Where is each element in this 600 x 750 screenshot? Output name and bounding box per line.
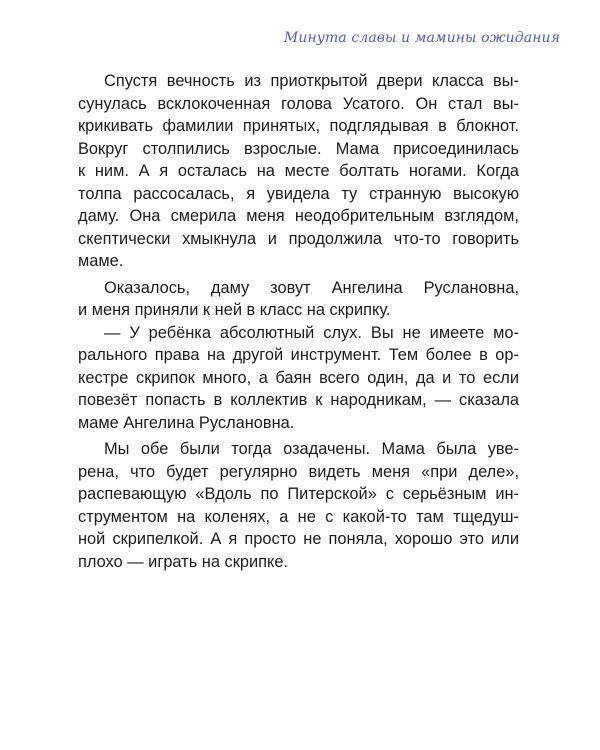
text-line: рального права на другой инструмент. Тем более в ор- <box>78 346 519 364</box>
running-header-title: Минута славы и мамины ожидания <box>283 30 560 46</box>
paragraph-3 <box>78 322 519 435</box>
text-line: Спустя вечность из приоткрытой двери класса вы- <box>104 72 519 90</box>
text-line: маме Ангелина Руслановна. <box>78 413 295 432</box>
text-line: и меня приняли к ней в класс на скрипку. <box>78 301 391 319</box>
paragraph-2 <box>78 277 519 322</box>
paragraph-1 <box>78 70 519 273</box>
body-text <box>78 70 519 573</box>
text-line: ной скрипелкой. А я просто не поняла, хорошо это или <box>78 530 519 548</box>
text-line: Мы обе были тогда озадачены. Мама была уве- <box>104 440 519 458</box>
text-line: Вокруг столпились взрослые. Мама присоединилась <box>78 139 519 158</box>
text-line: струментом на коленях, а не с какой-то там тщедуш- <box>78 507 519 526</box>
paragraph-4 <box>78 438 519 573</box>
text-line: скептически хмыкнула и продолжила что-то говорить <box>78 229 519 248</box>
text-line: — У ребёнка абсолютный слух. Вы не имеете мо- <box>104 323 519 342</box>
text-line: распевающую «Вдоль по Питерской» с серьёзным ин- <box>78 485 519 503</box>
text-line: кестре скрипок много, а баян всего один, да и то если <box>78 368 519 387</box>
text-line: Оказалось, даму зовут Ангелина Руслановна, <box>104 278 519 297</box>
text-line: к ним. А я осталась на месте болтать ногами. Когда <box>78 162 519 180</box>
text-line: толпа рассосалась, я увидела ту странную высокую <box>78 184 519 203</box>
text-line: сунулась всклокоченная голова Усатого. Он стал вы- <box>78 94 519 113</box>
text-line: даму. Она смерила меня неодобрительным взглядом, <box>78 207 519 225</box>
text-line: маме. <box>78 252 124 270</box>
text-line: рена, что будет регулярно видеть меня «при деле», <box>78 462 519 481</box>
text-line: плохо — играть на скрипке. <box>78 552 289 571</box>
text-line: повезёт попасть в коллектив к народникам, — сказала <box>78 391 519 409</box>
text-line: крикивать фамилии принятых, подглядывая в блокнот. <box>78 117 519 135</box>
